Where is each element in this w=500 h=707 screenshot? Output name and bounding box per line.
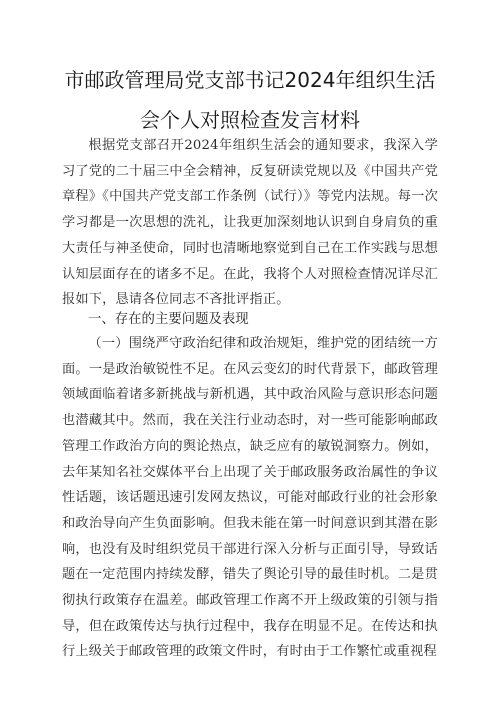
document-title-line-2: 会个人对照检查发言材料 — [140, 108, 360, 132]
body-paragraph: （一）围绕严守政治纪律和政治规矩，维护党的团结统一方面。一是政治敏锐性不足。在风云变幻的时代背景下，邮政管理领域面临着诸多新挑战与新机遇，其中政治风险与意识形态问题也潜藏其中。然而，我在关注行业动态时，对一些可能影响邮政管理工作政治方向的舆论热点，缺乏应有的敏锐洞察力。例如，去年某知名社交媒体平台上出现了关于邮政服务政治属性的争议性话题，该话题迅速引发网友热议，可能对邮政行业的社会形象和政治导向产生负面影响。但我未能在第一时间意识到其潜在影响，也没有及时组织党员干部进行深入分析与正面引导，导致话题在一定范围内持续发酵，错失了舆论引导的最佳时机。二是贯彻执行政策存在温差。邮政管理工作离不开上级政策的引领与指导，但在政策传达与执行过程中，我存在明显不足。在传达和执行上级关于邮政管理的政策文件时，有时由于工作繁忙或重视程 — [62, 336, 438, 660]
section-heading: 一、存在的主要问题及表现 — [88, 312, 249, 327]
document-title-line-1: 市邮政管理局党支部书记2024年组织生活 — [64, 68, 436, 92]
intro-paragraph: 根据党支部召开2024年组织生活会的通知要求，我深入学习了党的二十届三中全会精神，反复研读党规以及《中国共产党章程》《中国共产党支部工作条例（试行）》等党内法规。每一次学习都是一次思想的洗礼，让我更加深刻地认识到自身肩负的重大责任与神圣使命，同时也清晰地察觉到自己在工作实践与思想认知层面存在的诸多不足。在此，我将个人对照检查情况详尽汇报如下，恳请各位同志不吝批评指正。 — [62, 138, 438, 308]
